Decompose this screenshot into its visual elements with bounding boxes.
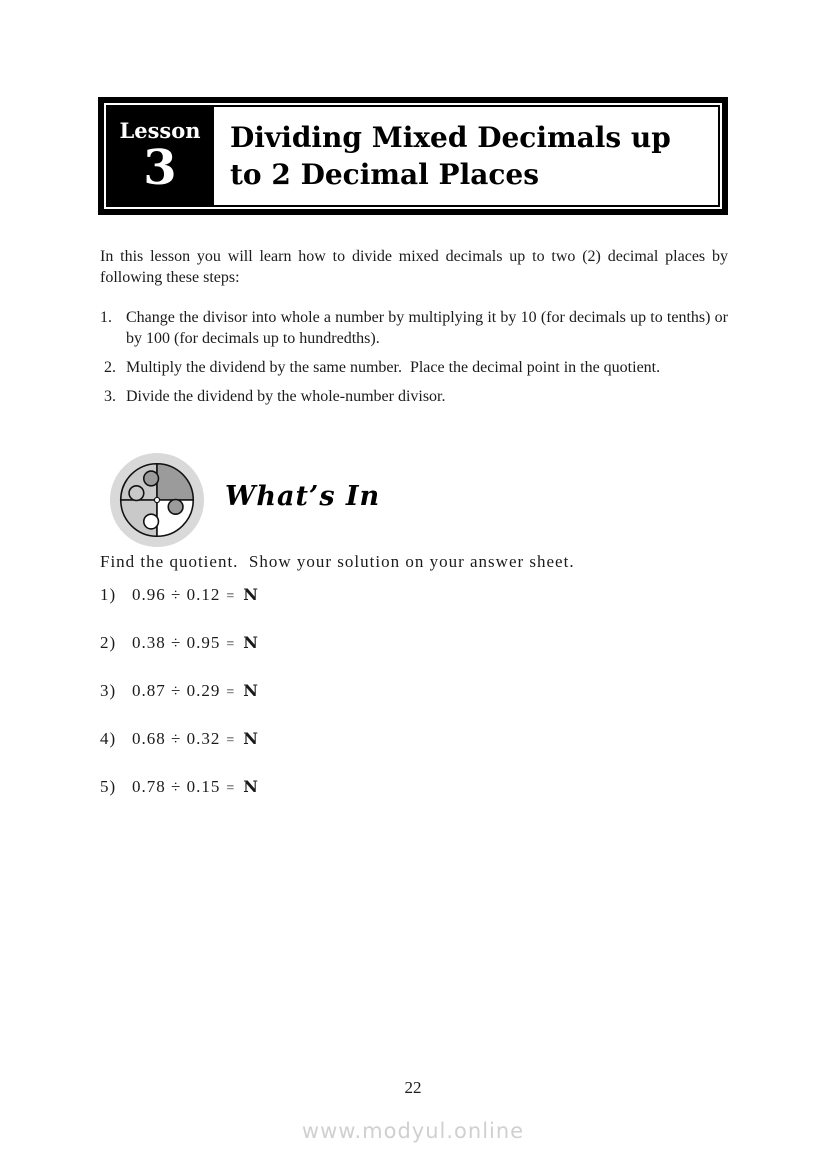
instruction-text: Find the quotient. Show your solution on your answer sheet. (100, 552, 575, 571)
problem-row-2 (100, 632, 600, 656)
equals-sign: = (226, 685, 236, 700)
problem-answer: N (243, 777, 259, 796)
step-number: 1. (100, 309, 112, 326)
section-heading: What’s In (225, 481, 381, 512)
equals-sign: = (226, 781, 236, 796)
equals-sign: = (226, 589, 236, 604)
problem-row-3 (100, 680, 600, 704)
steps-list (100, 307, 732, 415)
puzzle-icon (108, 451, 206, 549)
problem-label: 4) (100, 729, 117, 748)
problem-expression: 0.96 ÷ 0.12 (132, 585, 221, 604)
step-item-1 (100, 307, 732, 349)
step-text: Change the divisor into whole a number by multiplying it by 10 (for decimals up to tenths) or by 100 (for decimals up to hundredths). (126, 309, 732, 347)
step-item-2 (100, 357, 728, 378)
problem-answer: N (243, 681, 259, 700)
page-number: 22 (404, 1078, 422, 1097)
lesson-label: Lesson (119, 118, 201, 143)
equals-sign: = (226, 637, 236, 652)
problem-expression: 0.38 ÷ 0.95 (132, 633, 221, 652)
equals-sign: = (226, 733, 236, 748)
problem-expression: 0.78 ÷ 0.15 (132, 777, 221, 796)
lesson-title-line2: to 2 Decimal Places (230, 158, 539, 191)
problem-expression: 0.68 ÷ 0.32 (132, 729, 221, 748)
problem-label: 2) (100, 633, 117, 652)
problem-label: 1) (100, 585, 117, 604)
step-text: Divide the dividend by the whole-number divisor. (126, 388, 446, 405)
intro-paragraph: In this lesson you will learn how to divide mixed decimals up to two (2) decimal places by following these steps: (100, 248, 728, 286)
problem-row-1 (100, 584, 600, 608)
lesson-title-line1: Dividing Mixed Decimals up (230, 121, 671, 154)
step-number: 3. (104, 388, 116, 405)
lesson-number-cell (108, 107, 214, 205)
problem-row-5 (100, 776, 600, 800)
step-text: Multiply the dividend by the same number. Place the decimal point in the quotient. (126, 359, 661, 376)
problems-list (100, 584, 600, 824)
problem-label: 5) (100, 777, 117, 796)
step-number: 2. (104, 359, 116, 376)
lesson-number: 3 (143, 140, 177, 196)
step-item-3 (100, 386, 728, 407)
problem-row-4 (100, 728, 600, 752)
problem-answer: N (243, 633, 259, 652)
lesson-header-inner (106, 105, 720, 207)
lesson-title-cell (214, 107, 718, 205)
problem-answer: N (243, 585, 259, 604)
problem-label: 3) (100, 681, 117, 700)
problem-answer: N (243, 729, 259, 748)
problem-expression: 0.87 ÷ 0.29 (132, 681, 221, 700)
watermark: www.modyul.online (301, 1119, 525, 1143)
lesson-header-box (98, 97, 728, 215)
